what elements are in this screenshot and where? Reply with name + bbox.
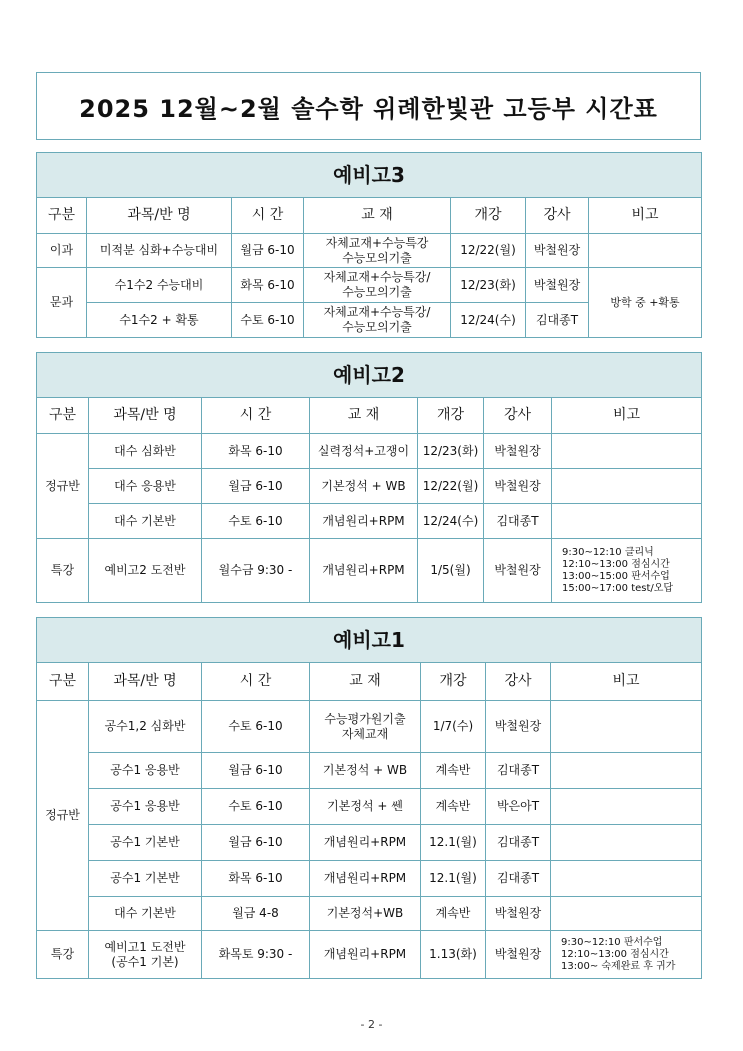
subject-cell: 공수1 응용반 — [89, 789, 202, 825]
header-category: 구분 — [37, 198, 87, 234]
teacher-cell: 박철원장 — [526, 268, 589, 303]
textbook-cell: 실력정석+고쟁이 — [310, 434, 418, 469]
section-title: 예비고1 — [37, 618, 702, 663]
category-cell: 이과 — [37, 234, 87, 268]
category-cell: 정규반 — [37, 701, 89, 931]
section-title: 예비고3 — [37, 153, 702, 198]
header-subject: 과목/반 명 — [89, 663, 202, 701]
subject-cell: 대수 응용반 — [89, 469, 202, 504]
teacher-cell: 박철원장 — [484, 469, 552, 504]
note-cell: 9:30~12:10 판서수업 12:10~13:00 점심시간 13:00~ 숙제완료 후 귀가 — [551, 931, 702, 979]
note-cell: 방학 중 +확통 — [589, 268, 702, 338]
subject-cell: 예비고2 도전반 — [89, 539, 202, 603]
table-row — [37, 861, 702, 897]
start-cell: 1/5(월) — [418, 539, 484, 603]
time-cell: 수토 6-10 — [202, 701, 310, 753]
header-textbook: 교 재 — [304, 198, 451, 234]
subject-cell: 수1수2 수능대비 — [87, 268, 232, 303]
subject-cell: 대수 기본반 — [89, 897, 202, 931]
time-cell: 화목 6-10 — [202, 434, 310, 469]
header-start: 개강 — [418, 398, 484, 434]
note-cell — [551, 825, 702, 861]
teacher-cell: 김대종T — [486, 753, 551, 789]
time-cell: 월금 6-10 — [202, 469, 310, 504]
textbook-cell: 기본정석+WB — [310, 897, 421, 931]
note-cell — [552, 434, 702, 469]
teacher-cell: 김대종T — [484, 504, 552, 539]
category-cell: 특강 — [37, 931, 89, 979]
time-cell: 수토 6-10 — [202, 504, 310, 539]
header-category: 구분 — [37, 663, 89, 701]
textbook-cell: 기본정석 + 쎈 — [310, 789, 421, 825]
textbook-cell: 기본정석 + WB — [310, 469, 418, 504]
table-row — [37, 931, 702, 979]
table-row — [37, 539, 702, 603]
textbook-cell: 개념원리+RPM — [310, 931, 421, 979]
category-cell: 정규반 — [37, 434, 89, 539]
table-row — [37, 753, 702, 789]
teacher-cell: 김대종T — [526, 303, 589, 338]
table-row — [37, 789, 702, 825]
header-start: 개강 — [421, 663, 486, 701]
teacher-cell: 박철원장 — [486, 931, 551, 979]
start-cell: 1/7(수) — [421, 701, 486, 753]
time-cell: 월금 6-10 — [202, 825, 310, 861]
page-number: - 2 - — [360, 1018, 383, 1031]
subject-cell: 공수1 응용반 — [89, 753, 202, 789]
table-row — [37, 434, 702, 469]
time-cell: 수토 6-10 — [232, 303, 304, 338]
textbook-cell: 자체교재+수능특강/ 수능모의기출 — [304, 268, 451, 303]
header-teacher: 강사 — [484, 398, 552, 434]
textbook-cell: 자체교재+수능특강 수능모의기출 — [304, 234, 451, 268]
header-time: 시 간 — [232, 198, 304, 234]
teacher-cell: 박철원장 — [484, 539, 552, 603]
note-cell — [551, 701, 702, 753]
header-start: 개강 — [451, 198, 526, 234]
section-title: 예비고2 — [37, 353, 702, 398]
teacher-cell: 박철원장 — [486, 897, 551, 931]
table-row — [37, 701, 702, 753]
time-cell: 월수금 9:30 - — [202, 539, 310, 603]
start-cell: 계속반 — [421, 753, 486, 789]
start-cell: 12/24(수) — [451, 303, 526, 338]
textbook-cell: 기본정석 + WB — [310, 753, 421, 789]
note-cell — [551, 789, 702, 825]
schedule-table-grade1 — [36, 617, 702, 979]
header-note: 비고 — [589, 198, 702, 234]
subject-cell: 수1수2 + 확통 — [87, 303, 232, 338]
header-textbook: 교 재 — [310, 398, 418, 434]
header-note: 비고 — [552, 398, 702, 434]
table-row — [37, 268, 702, 303]
textbook-cell: 수능평가원기출 자체교재 — [310, 701, 421, 753]
table-row — [37, 897, 702, 931]
header-subject: 과목/반 명 — [87, 198, 232, 234]
start-cell: 12/22(월) — [418, 469, 484, 504]
start-cell: 12/23(화) — [418, 434, 484, 469]
schedule-table-grade3 — [36, 152, 702, 338]
subject-cell: 미적분 심화+수능대비 — [87, 234, 232, 268]
note-cell — [551, 897, 702, 931]
textbook-cell: 자체교재+수능특강/ 수능모의기출 — [304, 303, 451, 338]
start-cell: 12/24(수) — [418, 504, 484, 539]
table-row — [37, 825, 702, 861]
category-cell: 문과 — [37, 268, 87, 338]
start-cell: 계속반 — [421, 789, 486, 825]
time-cell: 월금 6-10 — [232, 234, 304, 268]
page-title-box — [36, 72, 701, 140]
time-cell: 화목 6-10 — [232, 268, 304, 303]
note-cell — [552, 469, 702, 504]
header-category: 구분 — [37, 398, 89, 434]
textbook-cell: 개념원리+RPM — [310, 825, 421, 861]
teacher-cell: 박은아T — [486, 789, 551, 825]
table-row — [37, 504, 702, 539]
note-cell — [589, 234, 702, 268]
note-cell: 9:30~12:10 클리닉 12:10~13:00 점심시간 13:00~15:00 판서수업 15:00~17:00 test/오답 — [552, 539, 702, 603]
subject-cell: 공수1 기본반 — [89, 825, 202, 861]
page-title: 2025 12월~2월 솔수학 위례한빛관 고등부 시간표 — [79, 94, 658, 123]
subject-cell: 대수 심화반 — [89, 434, 202, 469]
start-cell: 12.1(월) — [421, 825, 486, 861]
start-cell: 12.1(월) — [421, 861, 486, 897]
subject-cell: 예비고1 도전반 (공수1 기본) — [89, 931, 202, 979]
time-cell: 월금 4-8 — [202, 897, 310, 931]
header-teacher: 강사 — [486, 663, 551, 701]
header-note: 비고 — [551, 663, 702, 701]
teacher-cell: 박철원장 — [484, 434, 552, 469]
header-time: 시 간 — [202, 663, 310, 701]
teacher-cell: 김대종T — [486, 825, 551, 861]
table-row — [37, 469, 702, 504]
note-cell — [552, 504, 702, 539]
note-cell — [551, 753, 702, 789]
time-cell: 화목토 9:30 - — [202, 931, 310, 979]
subject-cell: 공수1 기본반 — [89, 861, 202, 897]
start-cell: 12/22(월) — [451, 234, 526, 268]
start-cell: 계속반 — [421, 897, 486, 931]
time-cell: 화목 6-10 — [202, 861, 310, 897]
teacher-cell: 박철원장 — [486, 701, 551, 753]
time-cell: 월금 6-10 — [202, 753, 310, 789]
textbook-cell: 개념원리+RPM — [310, 504, 418, 539]
time-cell: 수토 6-10 — [202, 789, 310, 825]
header-textbook: 교 재 — [310, 663, 421, 701]
table-row — [37, 234, 702, 268]
header-subject: 과목/반 명 — [89, 398, 202, 434]
schedule-table-grade2 — [36, 352, 702, 603]
textbook-cell: 개념원리+RPM — [310, 861, 421, 897]
header-teacher: 강사 — [526, 198, 589, 234]
header-time: 시 간 — [202, 398, 310, 434]
note-cell — [551, 861, 702, 897]
textbook-cell: 개념원리+RPM — [310, 539, 418, 603]
start-cell: 1.13(화) — [421, 931, 486, 979]
subject-cell: 공수1,2 심화반 — [89, 701, 202, 753]
subject-cell: 대수 기본반 — [89, 504, 202, 539]
teacher-cell: 김대종T — [486, 861, 551, 897]
teacher-cell: 박철원장 — [526, 234, 589, 268]
category-cell: 특강 — [37, 539, 89, 603]
start-cell: 12/23(화) — [451, 268, 526, 303]
